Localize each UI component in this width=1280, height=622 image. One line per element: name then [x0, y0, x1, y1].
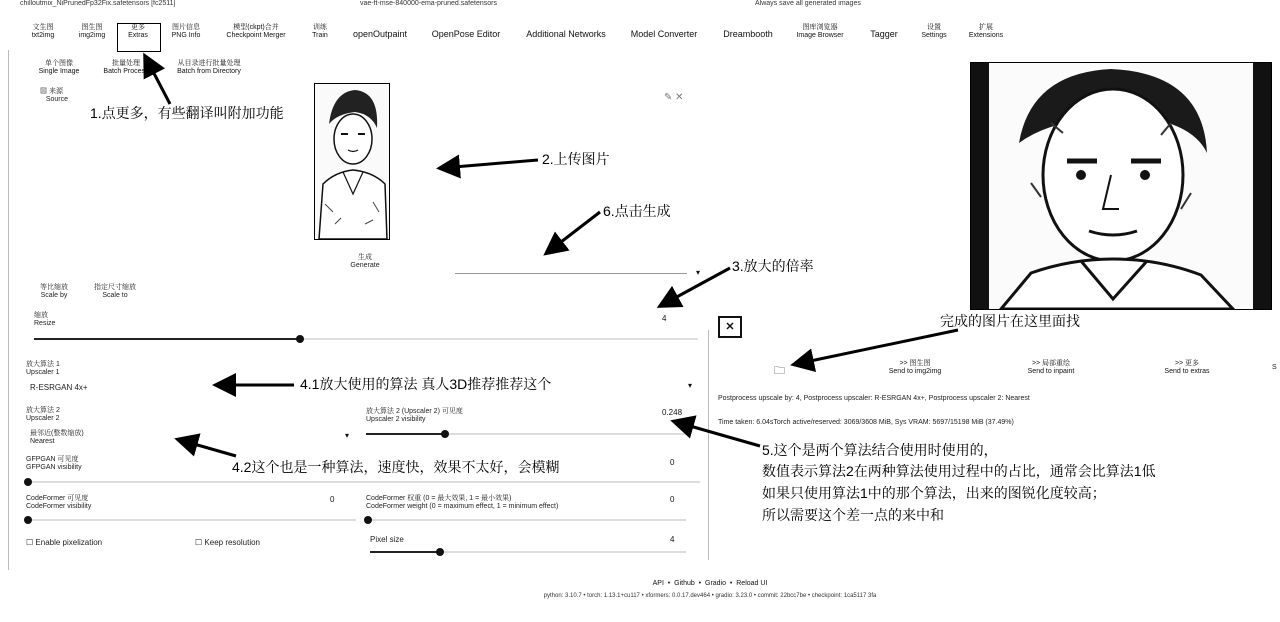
- generate-button[interactable]: 生成 Generate: [350, 254, 380, 269]
- send-to-extras-button[interactable]: >> 更多 Send to extras: [1164, 360, 1210, 375]
- arrow-to-visibility: [676, 422, 760, 446]
- upscaler2-visibility-label: 放大算法 2 (Upscaler 2) 可见度 Upscaler 2 visibility: [366, 408, 463, 423]
- arrow-to-upscaler2: [180, 440, 236, 456]
- tab-dreambooth[interactable]: Dreambooth: [723, 29, 773, 39]
- upscaler1-label: 放大算法 1 Upscaler 1: [26, 361, 60, 376]
- arrow-to-generate: [548, 212, 600, 252]
- generation-time: Time taken: 6.04sTorch active/reserved: 3069/3608 MiB, Sys VRAM: 5697/15198 MiB (37.49%): [718, 419, 1014, 426]
- arrow-to-folder: [796, 330, 958, 364]
- codeformer-visibility-label: CodeFormer 可见度 CodeFormer visibility: [26, 495, 92, 510]
- tab-scale-to[interactable]: 指定尺寸缩放 Scale to: [94, 284, 136, 299]
- tab-additional-networks[interactable]: Additional Networks: [526, 29, 606, 39]
- keep-resolution-checkbox[interactable]: ☐ Keep resolution: [195, 538, 260, 547]
- annotation-5-line4: 所以需要这个差一点的来中和: [762, 507, 944, 523]
- footer-versions: python: 3.10.7 • torch: 1.13.1+cu117 • xformers: 0.0.17.dev464 • gradio: 3.23.0 • commit: 22bcc7be • checkpoint: 1ca5117 3fa: [543, 593, 877, 599]
- tab-train[interactable]: 训练 Train: [312, 24, 328, 39]
- annotation-2: 2.上传图片: [542, 151, 610, 167]
- send-to-img2img-button[interactable]: >> 图生图 Send to img2img: [888, 360, 942, 375]
- annotation-3: 3.放大的倍率: [732, 258, 814, 274]
- source-label: ▧ 来源 Source: [40, 88, 69, 103]
- tab-png-info[interactable]: 图片信息 PNG Info: [171, 24, 201, 39]
- footer-links: API • Github • Gradio • Reload UI: [652, 580, 768, 587]
- annotation-5-line1: 5.这个是两个算法结合使用时使用的，: [762, 442, 998, 458]
- tab-image-browser[interactable]: 图库浏览器 Image Browser: [796, 24, 844, 39]
- annotation-5-line3: 如果只使用算法1中的那个算法，出来的图锐化度较高；: [762, 485, 1106, 501]
- codeformer-visibility-value[interactable]: 0: [330, 495, 335, 504]
- tab-img2img[interactable]: 图生图 img2img: [78, 24, 106, 39]
- tab-tagger[interactable]: Tagger: [870, 29, 898, 39]
- annotation-1: 1.点更多，有些翻译叫附加功能: [90, 105, 284, 121]
- codeformer-weight-label: CodeFormer 权重 (0 = 最大效果, 1 = 最小效果) CodeFormer weight (0 = maximum effect, 1 = minimum effect): [366, 495, 559, 510]
- output-gallery-icon[interactable]: ✕: [718, 316, 742, 338]
- arrow-to-upload: [442, 160, 538, 168]
- tab-openoutpaint[interactable]: openOutpaint: [352, 29, 408, 39]
- tab-scale-by[interactable]: 等比缩放 Scale by: [40, 284, 68, 299]
- footer-api-link[interactable]: API: [652, 580, 664, 587]
- action-overflow[interactable]: S: [1272, 364, 1277, 371]
- tab-openpose-editor[interactable]: OpenPose Editor: [431, 29, 501, 39]
- pixel-size-value[interactable]: 4: [670, 535, 675, 544]
- chevron-down-icon[interactable]: ▾: [688, 381, 693, 390]
- gfpgan-label: GFPGAN 可见度 GFPGAN visibility: [26, 456, 82, 471]
- tab-checkpoint-merger[interactable]: 模型(ckpt)合并 Checkpoint Merger: [226, 24, 286, 39]
- annotation-4-1: 4.1放大使用的算法 真人3D推荐推荐这个: [300, 376, 552, 392]
- annotation-4-2: 4.2这个也是一种算法，速度快，效果不太好，会模糊: [232, 459, 560, 475]
- annotation-6: 6.点击生成: [603, 203, 671, 219]
- save-all-label: Always save all generated images: [755, 0, 861, 7]
- chevron-down-icon[interactable]: ▾: [345, 431, 350, 440]
- annotation-5-line2: 数值表示算法2在两种算法使用过程中的占比，通常会比算法1低: [762, 463, 1156, 479]
- tab-txt2img[interactable]: 文生图 txt2img: [31, 24, 55, 39]
- image-icon: ▧: [40, 88, 47, 95]
- footer-github-link[interactable]: Github: [674, 580, 695, 587]
- footer-reload-link[interactable]: Reload UI: [736, 580, 768, 587]
- clear-image-icon[interactable]: ✎ ✕: [664, 92, 684, 103]
- chevron-down-icon[interactable]: ▾: [696, 268, 701, 277]
- tab-settings[interactable]: 设置 Settings: [921, 24, 947, 39]
- generation-params: Postprocess upscale by: 4, Postprocess upscaler: R-ESRGAN 4x+, Postprocess upscaler 2: Nearest: [718, 395, 1030, 402]
- codeformer-weight-value[interactable]: 0: [670, 495, 675, 504]
- folder-icon[interactable]: 🗀: [774, 365, 785, 377]
- pixel-size-label: Pixel size: [370, 535, 404, 544]
- subtab-batch-directory[interactable]: 从目录进行批量处理 Batch from Directory: [177, 60, 241, 75]
- upscaler2-visibility-value[interactable]: 0.248: [662, 408, 683, 417]
- checkpoint-selector[interactable]: chilloutmix_NiPrunedFp32Fix.safetensors [fc2511]: [20, 0, 176, 7]
- tab-model-converter[interactable]: Model Converter: [630, 29, 698, 39]
- subtab-batch-process[interactable]: 批量处理 Batch Process: [103, 60, 149, 75]
- enable-pixelization-checkbox[interactable]: ☐ Enable pixelization: [26, 538, 103, 547]
- upscaler2-select[interactable]: 最邻近(整数缩放) Nearest: [30, 430, 84, 445]
- gfpgan-value[interactable]: 0: [670, 458, 675, 467]
- send-to-inpaint-button[interactable]: >> 局部重绘 Send to inpaint: [1027, 360, 1075, 375]
- vae-selector[interactable]: vae-ft-mse-840000-ema-pruned.safetensors: [360, 0, 497, 7]
- resize-value[interactable]: 4: [662, 314, 667, 323]
- tab-extras[interactable]: 更多 Extras: [128, 24, 148, 39]
- subtab-single-image[interactable]: 单个图像 Single Image: [38, 60, 80, 75]
- arrow-to-extras: [146, 58, 170, 104]
- upscaler2-label: 放大算法 2 Upscaler 2: [26, 407, 60, 422]
- arrow-to-resize: [662, 268, 730, 305]
- tab-extensions[interactable]: 扩展 Extensions: [968, 24, 1004, 39]
- upscaler1-select[interactable]: R-ESRGAN 4x+: [30, 383, 88, 392]
- resize-label: 缩放 Resize: [34, 312, 56, 327]
- footer-gradio-link[interactable]: Gradio: [705, 580, 727, 587]
- annotation-output: 完成的图片在这里面找: [940, 313, 1080, 329]
